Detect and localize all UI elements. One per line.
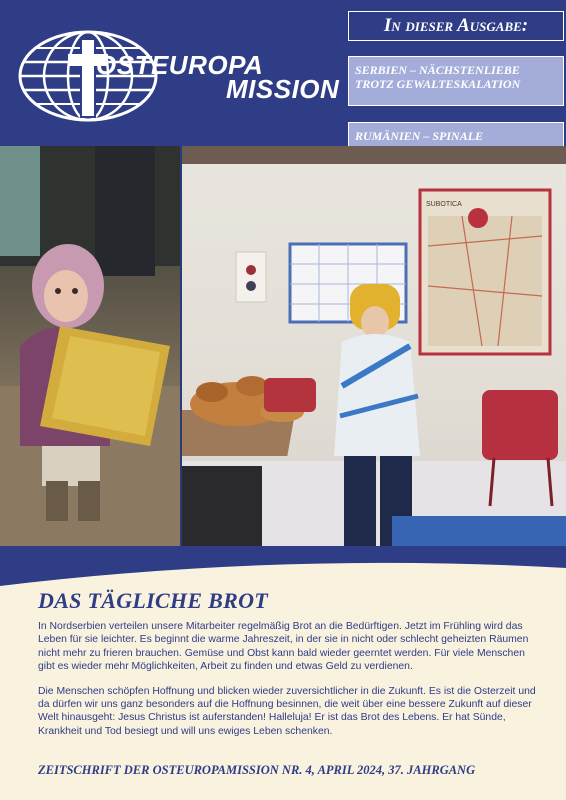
photo-bread-distribution: [182, 146, 566, 546]
issue-item-serbien[interactable]: SERBIEN – NÄCHSTENLIEBE TROTZ GEWALTESKALATION: [348, 56, 564, 106]
article-paragraph: In Nordserbien verteilen unsere Mitarbeiter regelmäßig Brot an die Bedürftigen. Jetzt im Frühling wird das Leben für sie leichter. Es beginnt die warme Jahreszeit, in der sie in nicht oder schlecht geheizten Räumen nicht mehr zu frieren brauchen. Gemüse und Obst kann bald wieder geerntet werden. Für viele Menschen gibt es wieder mehr Möglichkeiten, Arbeit zu finden und etwas Geld zu verdienen.: [38, 621, 529, 673]
photo-strip: [0, 146, 566, 546]
wave-divider: [0, 546, 566, 586]
map-title: SUBOTICA: [426, 201, 462, 208]
issue-item-rumaenien[interactable]: RUMÄNIEN – SPINALE: [348, 122, 564, 172]
issue-box-heading: In dieser Ausgabe:: [348, 11, 564, 41]
publication-info: ZEITSCHRIFT DER OSTEUROPAMISSION NR. 4, APRIL 2024, 37. JAHRGANG: [38, 763, 476, 777]
logo-text-line2: MISSION: [226, 74, 340, 104]
article-paragraph: Die Menschen schöpfen Hoffnung und blicken wieder zuversichtlicher in die Zukunft. Es ist die Osterzeit und da dürfen wir uns ganz besonders auf die Hoffnung besinnen, die weit über eine bessere Zukunft auf dieser Welt hinausgeht: Jesus Christus ist auferstanden! Halleluja! Er ist das Brot des Lebens. Er hat Sünde, Krankheit und Tod besiegt und will uns ewiges Leben schenken.: [38, 685, 536, 737]
photo-child-with-blanket: [0, 146, 180, 546]
logo-text-line1: OSTEUROPA: [96, 50, 264, 80]
logo[interactable]: [16, 28, 340, 124]
article-title: DAS TÄGLICHE BROT: [38, 588, 269, 613]
article-body: [38, 620, 538, 749]
